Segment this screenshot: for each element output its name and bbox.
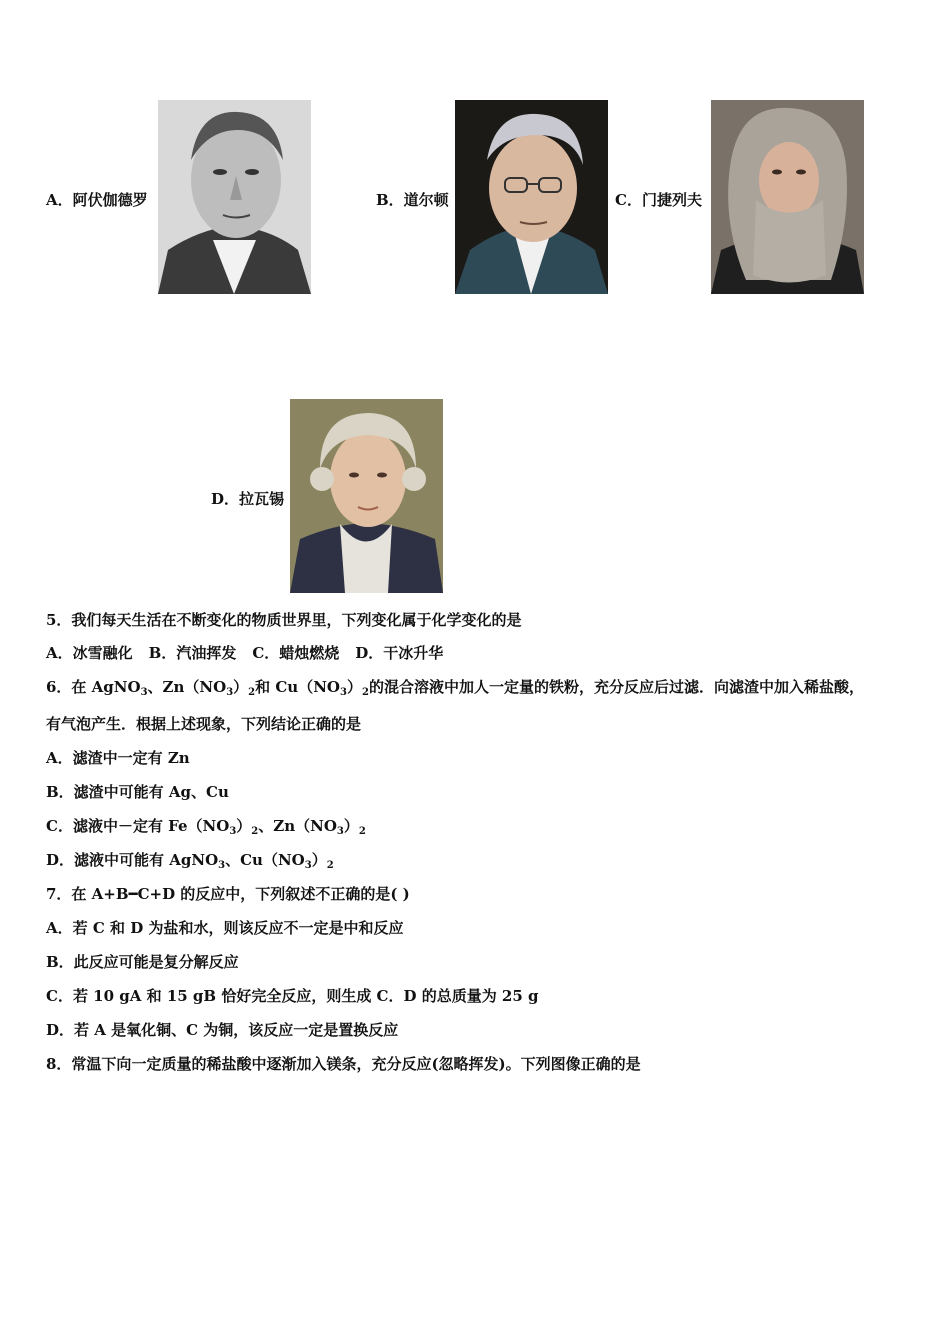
q6-stem-part: ） <box>233 678 249 696</box>
q6-stem-part: 、Zn（NO <box>147 678 227 696</box>
q6-c-part: ） <box>236 817 252 835</box>
q6-c-part: 、Zn（NO <box>258 817 337 835</box>
portrait-lavoisier-image <box>290 399 443 593</box>
question-6-stem-line-2: 有气泡产生．根据上述现象，下列结论正确的是 <box>46 715 362 733</box>
q4-option-d-label: D．拉瓦锡 <box>211 490 285 508</box>
q6-stem-part: 6．在 AgNO <box>46 678 141 696</box>
subscript: 3 <box>229 826 237 837</box>
q6-stem-part: 和 Cu（NO <box>255 678 340 696</box>
question-7-stem: 7．在 A+B━C+D 的反应中，下列叙述不正确的是( ) <box>46 885 410 903</box>
q6-option-a: A．滤渣中一定有 Zn <box>46 749 190 767</box>
subscript: 2 <box>248 687 256 698</box>
q5-option-a: A．冰雪融化 <box>46 644 133 662</box>
subscript: 3 <box>226 687 234 698</box>
subscript: 3 <box>340 687 347 698</box>
question-5-stem: 5．我们每天生活在不断变化的物质世界里，下列变化属于化学变化的是 <box>46 611 522 629</box>
q6-stem-part: 的混合溶液中加人一定量的铁粉，充分反应后过滤．向滤渣中加入稀盐酸， <box>368 678 864 696</box>
q4-option-c-label: C．门捷列夫 <box>615 191 702 209</box>
question-8-stem: 8．常温下向一定质量的稀盐酸中逐渐加入镁条，充分反应(忽略挥发)。下列图像正确的是 <box>46 1055 641 1073</box>
q6-d-part: 、Cu（NO <box>225 851 305 869</box>
subscript: 3 <box>304 860 312 871</box>
portrait-avogadro-image <box>158 100 311 294</box>
question-5-options <box>46 643 443 663</box>
q4-option-b-label: B．道尔顿 <box>376 191 449 209</box>
q7-option-b: B．此反应可能是复分解反应 <box>46 953 239 971</box>
q7-option-a: A．若 C 和 D 为盐和水，则该反应不一定是中和反应 <box>46 919 404 937</box>
question-6-stem-line-1 <box>46 677 864 703</box>
subscript: 2 <box>358 826 366 837</box>
q6-c-part: C．滤液中－定有 Fe（NO <box>46 817 230 835</box>
q6-d-part: D．滤液中可能有 AgNO <box>46 851 219 869</box>
portrait-mendeleev-image <box>711 100 864 294</box>
subscript: 3 <box>218 860 226 871</box>
q7-option-c: C．若 10 gA 和 15 gB 恰好完全反应，则生成 C．D 的总质量为 25 g <box>46 987 539 1005</box>
q6-option-d <box>46 850 334 876</box>
q5-option-b: B．汽油挥发 <box>148 644 237 662</box>
portrait-dalton-image <box>455 100 608 294</box>
subscript: 3 <box>336 826 344 837</box>
subscript: 2 <box>361 687 369 698</box>
q6-stem-part: ） <box>346 678 362 696</box>
q6-option-c <box>46 816 366 842</box>
subscript: 2 <box>251 826 259 837</box>
q5-option-c: C．蜡烛燃烧 <box>252 644 340 662</box>
q7-option-d: D．若 A 是氧化铜、C 为铜，该反应一定是置换反应 <box>46 1021 399 1039</box>
q6-d-part: ） <box>311 851 327 869</box>
q6-option-b: B．滤渣中可能有 Ag、Cu <box>46 783 229 801</box>
subscript: 2 <box>326 860 334 871</box>
q5-option-d: D．干冰升华 <box>355 644 444 662</box>
q6-c-part: ） <box>343 817 359 835</box>
subscript: 3 <box>140 687 148 698</box>
q4-option-a-label: A．阿伏伽德罗 <box>46 191 148 209</box>
